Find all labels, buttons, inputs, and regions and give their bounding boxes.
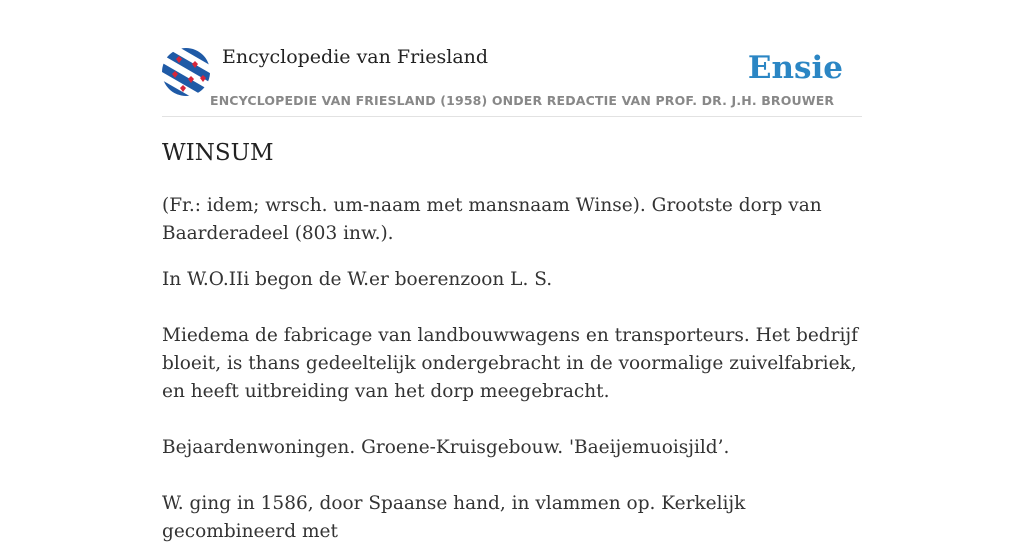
article-paragraph: (Fr.: idem; wrsch. um-naam met mansnaam Winse). Grootste dorp van Baarderadeel (803 inw.). (162, 195, 822, 244)
article-paragraph: W. ging in 1586, door Spaanse hand, in vlammen op. Kerkelijk gecombineerd met (162, 493, 746, 542)
site-header (162, 44, 862, 117)
site-subtitle: ENCYCLOPEDIE VAN FRIESLAND (1958) ONDER REDACTIE VAN PROF. DR. J.H. BROUWER (210, 93, 835, 108)
site-title[interactable]: Encyclopedie van Friesland (222, 46, 489, 68)
frisian-flag-logo-icon[interactable] (162, 48, 210, 96)
article-paragraph: Miedema de fabricage van landbouwwagens en transporteurs. Het bedrijf bloeit, is thans gedeeltelijk ondergebracht in de voormalige zuivelfabriek, en heeft uitbreiding van het dorp meegebracht. (162, 325, 858, 402)
paragraph-spacer (162, 406, 862, 434)
paragraph-spacer (162, 294, 862, 322)
ensie-brand-link[interactable]: Ensie (747, 50, 843, 86)
article-paragraph: Bejaardenwoningen. Groene-Kruisgebouw. 'Baeijemuoisjild’. (162, 437, 730, 458)
article-body (162, 192, 862, 546)
article-paragraph: In W.O.IIi begon de W.er boerenzoon L. S. (162, 269, 553, 290)
paragraph-spacer (162, 462, 862, 490)
article-title: WINSUM (162, 140, 274, 166)
